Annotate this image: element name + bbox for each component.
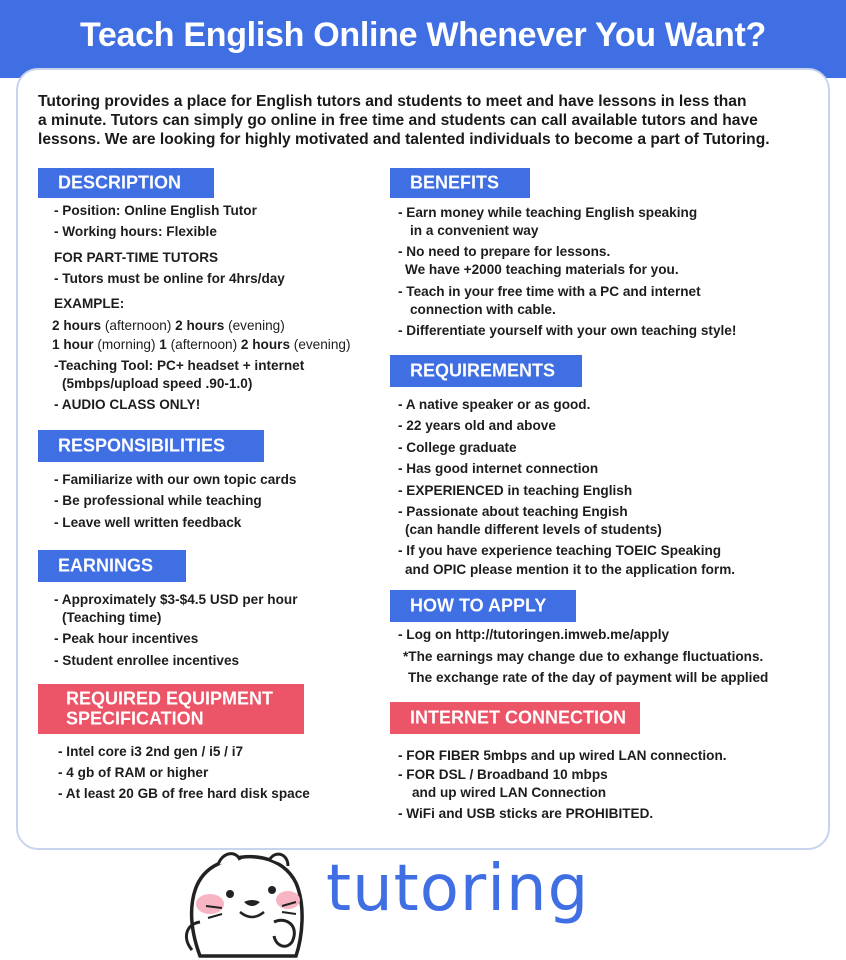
list-item: - AUDIO CLASS ONLY! [54,397,201,412]
tutoring-wordmark: tutoring [326,852,590,926]
list-item: - 4 gb of RAM or higher [58,765,209,780]
internet-connection-label: INTERNET CONNECTION [390,702,640,734]
list-item: and OPIC please mention it to the application form. [405,562,736,577]
how-to-apply-label: HOW TO APPLY [390,590,576,622]
list-item: - Tutors must be online for 4hrs/day [54,271,285,286]
list-item: - College graduate [398,440,517,455]
example-line-2: 1 hour (morning) 1 (afternoon) 2 hours (evening) [52,337,351,352]
equipment-label: REQUIRED EQUIPMENT SPECIFICATION [38,684,304,734]
list-item: connection with cable. [410,302,556,317]
intro-line: a minute. Tutors can simply go online in free time and students can call available tutors and have [38,112,758,129]
list-item: - Approximately $3-$4.5 USD per hour [54,592,298,607]
example-line-1: 2 hours (afternoon) 2 hours (evening) [52,318,285,333]
list-item: - Familiarize with our own topic cards [54,472,297,487]
list-item: (5mbps/upload speed .90-1.0) [62,376,253,391]
list-item: - Position: Online English Tutor [54,203,257,218]
list-item: (Teaching time) [62,610,162,625]
list-item: - At least 20 GB of free hard disk space [58,786,310,801]
list-item: - Working hours: Flexible [54,224,217,239]
page-title: Teach English Online Whenever You Want? [79,16,766,54]
list-item: - WiFi and USB sticks are PROHIBITED. [398,806,654,821]
requirements-label: REQUIREMENTS [390,355,582,387]
header-banner [0,0,846,78]
list-item: - Leave well written feedback [54,515,242,530]
list-item: We have +2000 teaching materials for you. [405,262,679,277]
list-item: - Teach in your free time with a PC and internet [398,284,701,299]
description-label: DESCRIPTION [38,168,214,198]
list-item: - Has good internet connection [398,461,599,476]
list-item: - Differentiate yourself with your own teaching style! [398,323,737,338]
list-item: - No need to prepare for lessons. [398,244,611,259]
list-item: The exchange rate of the day of payment will be applied [408,670,769,685]
list-item: -Teaching Tool: PC+ headset + internet [54,358,305,373]
list-item: and up wired LAN Connection [412,785,607,800]
list-item: EXAMPLE: [54,296,125,311]
list-item: in a convenient way [410,223,539,238]
earnings-label: EARNINGS [38,550,186,582]
list-item: - Peak hour incentives [54,631,199,646]
list-item: - Be professional while teaching [54,493,262,508]
list-item: - Passionate about teaching Engish [398,504,628,519]
intro-line: Tutoring provides a place for English tutors and students to meet and have lessons in less than [38,93,747,110]
intro-paragraph [38,92,818,149]
list-item: - 22 years old and above [398,418,556,433]
list-item: - FOR FIBER 5mbps and up wired LAN connection. [398,748,727,763]
list-item: (can handle different levels of students) [405,522,662,537]
list-item: - Earn money while teaching English speaking [398,205,698,220]
apply-link[interactable]: - Log on http://tutoringen.imweb.me/apply [398,627,670,642]
list-item: *The earnings may change due to exhange fluctuations. [403,649,764,664]
list-item: - FOR DSL / Broadband 10 mbps [398,767,608,782]
list-item: - Student enrollee incentives [54,653,240,668]
list-item: FOR PART-TIME TUTORS [54,250,219,265]
list-item: - Intel core i3 2nd gen / i5 / i7 [58,744,244,759]
list-item: - EXPERIENCED in teaching English [398,483,633,498]
list-item: - If you have experience teaching TOEIC Speaking [398,543,722,558]
intro-line: lessons. We are looking for highly motivated and talented individuals to become a part of Tutoring. [38,131,770,148]
responsibilities-label: RESPONSIBILITIES [38,430,264,462]
benefits-label: BENEFITS [390,168,530,198]
list-item: - A native speaker or as good. [398,397,591,412]
